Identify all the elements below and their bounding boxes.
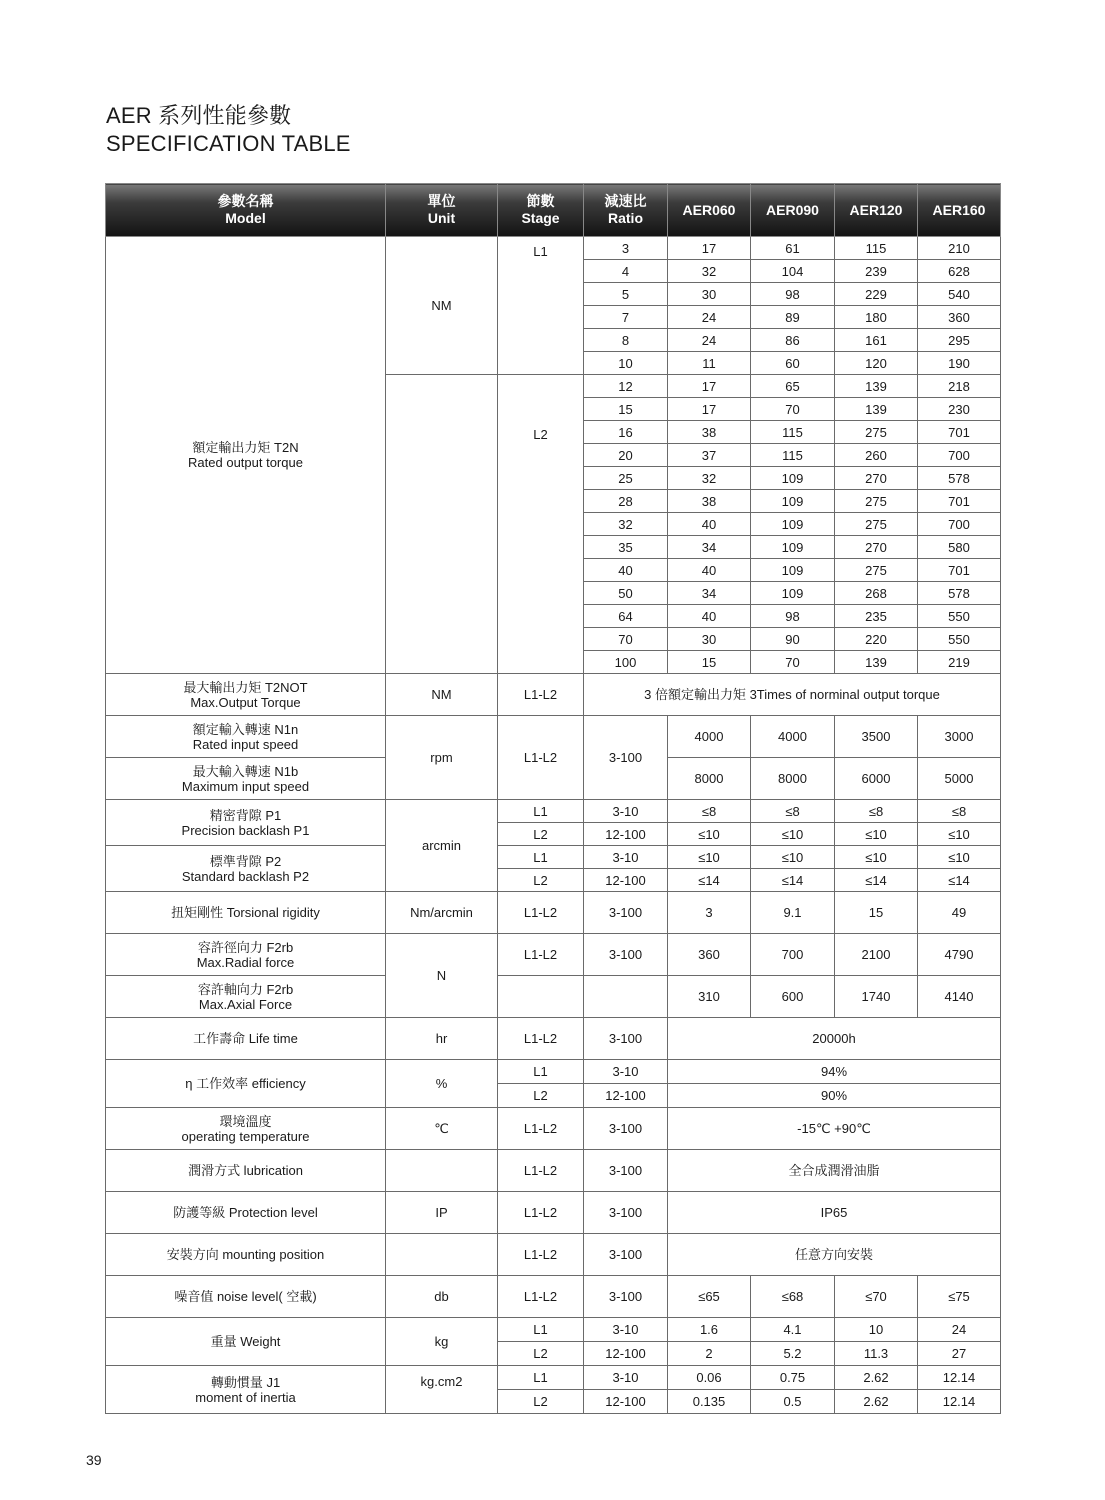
- inertia-unit: kg.cm2: [386, 1366, 498, 1414]
- precision-backlash-name: 精密背隙 P1 Precision backlash P1: [106, 800, 386, 846]
- stage-cell: L2: [498, 823, 584, 846]
- value-cell: 109: [751, 536, 835, 559]
- mounting-row: [106, 1234, 1001, 1276]
- value-cell: ≤8: [751, 800, 835, 823]
- page-title: [106, 102, 351, 158]
- value-cell: 115: [751, 444, 835, 467]
- noise-unit: db: [386, 1276, 498, 1318]
- temperature-row: [106, 1108, 1001, 1150]
- value-cell: 70: [751, 398, 835, 421]
- value-cell: 180: [835, 306, 918, 329]
- value-cell: 11: [668, 352, 751, 375]
- efficiency-value: 94%: [668, 1060, 1001, 1084]
- force-stage: L1-L2: [498, 934, 584, 976]
- value-cell: 230: [918, 398, 1001, 421]
- value-cell: 37: [668, 444, 751, 467]
- rated-torque-stage-l2: L2: [498, 375, 584, 674]
- ratio-cell: 3-10: [584, 800, 668, 823]
- value-cell: ≤10: [751, 823, 835, 846]
- value-cell: 24: [668, 306, 751, 329]
- value-cell: 550: [918, 628, 1001, 651]
- rated-speed-name: 額定輸入轉速 N1n Rated input speed: [106, 716, 386, 758]
- value-cell: 628: [918, 260, 1001, 283]
- ratio-cell: 100: [584, 651, 668, 674]
- value-cell: ≤10: [835, 846, 918, 869]
- value-cell: ≤14: [918, 869, 1001, 892]
- title-chinese: AER 系列性能參數: [106, 103, 292, 128]
- rated-torque-stage-l1: L1: [498, 237, 584, 375]
- value-cell: 109: [751, 582, 835, 605]
- mounting-value: 任意方向安裝: [668, 1234, 1001, 1276]
- value-cell: 2: [668, 1342, 751, 1366]
- noise-ratio: 3-100: [584, 1276, 668, 1318]
- rigidity-unit: Nm/arcmin: [386, 892, 498, 934]
- stage-cell: L1: [498, 1318, 584, 1342]
- backlash-row: [106, 800, 1001, 823]
- ratio-cell: 4: [584, 260, 668, 283]
- value-cell: 24: [918, 1318, 1001, 1342]
- value-cell: 0.75: [751, 1366, 835, 1390]
- value-cell: 1.6: [668, 1318, 751, 1342]
- inertia-row: [106, 1366, 1001, 1390]
- stage-cell: L2: [498, 869, 584, 892]
- stage-cell: L1: [498, 1060, 584, 1084]
- force-ratio: 3-100: [584, 934, 668, 976]
- value-cell: 700: [751, 934, 835, 976]
- value-cell: 5.2: [751, 1342, 835, 1366]
- value-cell: 4000: [751, 716, 835, 758]
- force-stage-continued: [498, 976, 584, 1018]
- value-cell: ≤14: [751, 869, 835, 892]
- value-cell: 220: [835, 628, 918, 651]
- value-cell: 0.06: [668, 1366, 751, 1390]
- rated-speed-row: [106, 716, 1001, 758]
- value-cell: 268: [835, 582, 918, 605]
- value-cell: 6000: [835, 758, 918, 800]
- max-torque-value: 3 倍額定輸出力矩 3Times of norminal output torque: [584, 674, 1001, 716]
- value-cell: 90: [751, 628, 835, 651]
- ratio-cell: 35: [584, 536, 668, 559]
- ratio-cell: 32: [584, 513, 668, 536]
- protection-value: IP65: [668, 1192, 1001, 1234]
- temperature-stage: L1-L2: [498, 1108, 584, 1150]
- spec-table-body: [106, 237, 1001, 1414]
- ratio-cell: 28: [584, 490, 668, 513]
- value-cell: 49: [918, 892, 1001, 934]
- rigidity-stage: L1-L2: [498, 892, 584, 934]
- value-cell: 98: [751, 283, 835, 306]
- weight-name: 重量 Weight: [106, 1318, 386, 1366]
- backlash-row: [106, 846, 1001, 869]
- value-cell: ≤10: [668, 846, 751, 869]
- header-stage: 節數 Stage: [498, 184, 584, 237]
- value-cell: 235: [835, 605, 918, 628]
- value-cell: 11.3: [835, 1342, 918, 1366]
- value-cell: 30: [668, 283, 751, 306]
- value-cell: 550: [918, 605, 1001, 628]
- noise-stage: L1-L2: [498, 1276, 584, 1318]
- header-model: 參數名稱 Model: [106, 184, 386, 237]
- value-cell: ≤8: [835, 800, 918, 823]
- value-cell: 139: [835, 398, 918, 421]
- value-cell: 1740: [835, 976, 918, 1018]
- header-model-aer090: AER090: [751, 184, 835, 237]
- header-unit: 單位 Unit: [386, 184, 498, 237]
- value-cell: 4.1: [751, 1318, 835, 1342]
- value-cell: 86: [751, 329, 835, 352]
- mounting-stage: L1-L2: [498, 1234, 584, 1276]
- axial-force-name: 容許軸向力 F2rb Max.Axial Force: [106, 976, 386, 1018]
- value-cell: 40: [668, 559, 751, 582]
- value-cell: ≤10: [918, 823, 1001, 846]
- value-cell: 9.1: [751, 892, 835, 934]
- max-torque-row: [106, 674, 1001, 716]
- value-cell: 27: [918, 1342, 1001, 1366]
- ratio-cell: 5: [584, 283, 668, 306]
- value-cell: 15: [668, 651, 751, 674]
- value-cell: ≤10: [751, 846, 835, 869]
- weight-unit: kg: [386, 1318, 498, 1366]
- lubrication-row: [106, 1150, 1001, 1192]
- force-ratio-continued: [584, 976, 668, 1018]
- value-cell: ≤10: [918, 846, 1001, 869]
- lubrication-ratio: 3-100: [584, 1150, 668, 1192]
- stage-cell: L1: [498, 800, 584, 823]
- ratio-cell: 25: [584, 467, 668, 490]
- value-cell: ≤14: [835, 869, 918, 892]
- protection-name: 防護等級 Protection level: [106, 1192, 386, 1234]
- value-cell: 360: [918, 306, 1001, 329]
- value-cell: 2.62: [835, 1390, 918, 1414]
- value-cell: 295: [918, 329, 1001, 352]
- radial-force-name: 容許徑向力 F2rb Max.Radial force: [106, 934, 386, 976]
- rated-torque-unit: NM: [386, 237, 498, 375]
- lubrication-unit: [386, 1150, 498, 1192]
- rigidity-ratio: 3-100: [584, 892, 668, 934]
- ratio-cell: 3-10: [584, 1318, 668, 1342]
- value-cell: 4140: [918, 976, 1001, 1018]
- value-cell: 701: [918, 559, 1001, 582]
- value-cell: ≤14: [668, 869, 751, 892]
- value-cell: 40: [668, 605, 751, 628]
- ratio-cell: 12-100: [584, 1342, 668, 1366]
- max-torque-unit: NM: [386, 674, 498, 716]
- value-cell: 3500: [835, 716, 918, 758]
- value-cell: 218: [918, 375, 1001, 398]
- efficiency-name: η 工作效率 efficiency: [106, 1060, 386, 1108]
- value-cell: 0.5: [751, 1390, 835, 1414]
- value-cell: 210: [918, 237, 1001, 260]
- value-cell: 34: [668, 582, 751, 605]
- ratio-cell: 12-100: [584, 1390, 668, 1414]
- value-cell: 38: [668, 421, 751, 444]
- inertia-name: 轉動慣量 J1 moment of inertia: [106, 1366, 386, 1414]
- value-cell: 60: [751, 352, 835, 375]
- value-cell: 2.62: [835, 1366, 918, 1390]
- ratio-cell: 20: [584, 444, 668, 467]
- header-model-aer060: AER060: [668, 184, 751, 237]
- value-cell: ≤8: [668, 800, 751, 823]
- speed-ratio: 3-100: [584, 716, 668, 800]
- spec-table: [105, 183, 1001, 1414]
- protection-row: [106, 1192, 1001, 1234]
- value-cell: 70: [751, 651, 835, 674]
- force-unit: N: [386, 934, 498, 1018]
- value-cell: 24: [668, 329, 751, 352]
- life-name: 工作壽命 Life time: [106, 1018, 386, 1060]
- value-cell: 61: [751, 237, 835, 260]
- temperature-value: -15℃ +90℃: [668, 1108, 1001, 1150]
- value-cell: 12.14: [918, 1390, 1001, 1414]
- value-cell: 0.135: [668, 1390, 751, 1414]
- noise-name: 噪音值 noise level( 空載): [106, 1276, 386, 1318]
- value-cell: 40: [668, 513, 751, 536]
- value-cell: 600: [751, 976, 835, 1018]
- value-cell: 104: [751, 260, 835, 283]
- weight-row: [106, 1318, 1001, 1342]
- value-cell: 32: [668, 467, 751, 490]
- value-cell: 275: [835, 490, 918, 513]
- ratio-cell: 12-100: [584, 869, 668, 892]
- value-cell: 139: [835, 375, 918, 398]
- value-cell: 701: [918, 421, 1001, 444]
- max-torque-name: 最大輸出力矩 T2NOT Max.Output Torque: [106, 674, 386, 716]
- value-cell: 3: [668, 892, 751, 934]
- value-cell: ≤8: [918, 800, 1001, 823]
- rigidity-name: 扭矩剛性 Torsional rigidity: [106, 892, 386, 934]
- max-speed-name: 最大輸入轉速 N1b Maximum input speed: [106, 758, 386, 800]
- stage-cell: L2: [498, 1390, 584, 1414]
- page-number: 39: [86, 1452, 102, 1468]
- value-cell: 701: [918, 490, 1001, 513]
- axial-force-row: [106, 976, 1001, 1018]
- rigidity-row: [106, 892, 1001, 934]
- value-cell: 12.14: [918, 1366, 1001, 1390]
- header-ratio: 減速比 Ratio: [584, 184, 668, 237]
- temperature-unit: ℃: [386, 1108, 498, 1150]
- value-cell: 700: [918, 444, 1001, 467]
- value-cell: 120: [835, 352, 918, 375]
- value-cell: ≤65: [668, 1276, 751, 1318]
- value-cell: 10: [835, 1318, 918, 1342]
- ratio-cell: 50: [584, 582, 668, 605]
- max-torque-stage: L1-L2: [498, 674, 584, 716]
- ratio-cell: 3-10: [584, 1060, 668, 1084]
- value-cell: 115: [751, 421, 835, 444]
- value-cell: 239: [835, 260, 918, 283]
- ratio-cell: 64: [584, 605, 668, 628]
- value-cell: 109: [751, 467, 835, 490]
- value-cell: 30: [668, 628, 751, 651]
- value-cell: 275: [835, 421, 918, 444]
- value-cell: 65: [751, 375, 835, 398]
- ratio-cell: 70: [584, 628, 668, 651]
- ratio-cell: 3: [584, 237, 668, 260]
- mounting-ratio: 3-100: [584, 1234, 668, 1276]
- life-row: [106, 1018, 1001, 1060]
- ratio-cell: 16: [584, 421, 668, 444]
- stage-cell: L2: [498, 1084, 584, 1108]
- value-cell: ≤10: [668, 823, 751, 846]
- lubrication-name: 潤滑方式 lubrication: [106, 1150, 386, 1192]
- value-cell: 98: [751, 605, 835, 628]
- value-cell: 161: [835, 329, 918, 352]
- mounting-name: 安裝方向 mounting position: [106, 1234, 386, 1276]
- standard-backlash-name: 標準背隙 P2 Standard backlash P2: [106, 846, 386, 892]
- title-english: SPECIFICATION TABLE: [106, 131, 351, 156]
- value-cell: 275: [835, 513, 918, 536]
- life-ratio: 3-100: [584, 1018, 668, 1060]
- value-cell: 3000: [918, 716, 1001, 758]
- value-cell: 8000: [751, 758, 835, 800]
- value-cell: 5000: [918, 758, 1001, 800]
- header-model-aer160: AER160: [918, 184, 1001, 237]
- stage-cell: L1: [498, 846, 584, 869]
- protection-stage: L1-L2: [498, 1192, 584, 1234]
- value-cell: 190: [918, 352, 1001, 375]
- mounting-unit: [386, 1234, 498, 1276]
- lubrication-value: 全合成潤滑油脂: [668, 1150, 1001, 1192]
- ratio-cell: 8: [584, 329, 668, 352]
- value-cell: ≤10: [835, 823, 918, 846]
- value-cell: 109: [751, 490, 835, 513]
- value-cell: 229: [835, 283, 918, 306]
- value-cell: 540: [918, 283, 1001, 306]
- ratio-cell: 12-100: [584, 1084, 668, 1108]
- efficiency-unit: %: [386, 1060, 498, 1108]
- value-cell: 270: [835, 467, 918, 490]
- header-model-aer120: AER120: [835, 184, 918, 237]
- value-cell: 219: [918, 651, 1001, 674]
- value-cell: 310: [668, 976, 751, 1018]
- stage-cell: L1: [498, 1366, 584, 1390]
- rated-torque-unit-continued: [386, 375, 498, 674]
- noise-row: [106, 1276, 1001, 1318]
- value-cell: 139: [835, 651, 918, 674]
- value-cell: ≤70: [835, 1276, 918, 1318]
- ratio-cell: 40: [584, 559, 668, 582]
- ratio-cell: 7: [584, 306, 668, 329]
- value-cell: 260: [835, 444, 918, 467]
- value-cell: 578: [918, 582, 1001, 605]
- protection-ratio: 3-100: [584, 1192, 668, 1234]
- value-cell: 700: [918, 513, 1001, 536]
- value-cell: 275: [835, 559, 918, 582]
- backlash-unit: arcmin: [386, 800, 498, 892]
- value-cell: 360: [668, 934, 751, 976]
- value-cell: 109: [751, 559, 835, 582]
- value-cell: 109: [751, 513, 835, 536]
- table-row: [106, 237, 1001, 260]
- protection-unit: IP: [386, 1192, 498, 1234]
- life-value: 20000h: [668, 1018, 1001, 1060]
- value-cell: ≤68: [751, 1276, 835, 1318]
- value-cell: 115: [835, 237, 918, 260]
- life-stage: L1-L2: [498, 1018, 584, 1060]
- value-cell: 2100: [835, 934, 918, 976]
- ratio-cell: 10: [584, 352, 668, 375]
- value-cell: 17: [668, 398, 751, 421]
- value-cell: 34: [668, 536, 751, 559]
- speed-unit: rpm: [386, 716, 498, 800]
- ratio-cell: 15: [584, 398, 668, 421]
- life-unit: hr: [386, 1018, 498, 1060]
- temperature-ratio: 3-100: [584, 1108, 668, 1150]
- radial-force-row: [106, 934, 1001, 976]
- efficiency-value: 90%: [668, 1084, 1001, 1108]
- value-cell: 580: [918, 536, 1001, 559]
- stage-cell: L2: [498, 1342, 584, 1366]
- lubrication-stage: L1-L2: [498, 1150, 584, 1192]
- header-row: [106, 184, 1001, 237]
- value-cell: 8000: [668, 758, 751, 800]
- value-cell: 578: [918, 467, 1001, 490]
- temperature-name: 環境溫度 operating temperature: [106, 1108, 386, 1150]
- ratio-cell: 12-100: [584, 823, 668, 846]
- value-cell: 15: [835, 892, 918, 934]
- ratio-cell: 3-10: [584, 1366, 668, 1390]
- value-cell: 17: [668, 375, 751, 398]
- value-cell: 89: [751, 306, 835, 329]
- value-cell: 4000: [668, 716, 751, 758]
- value-cell: 4790: [918, 934, 1001, 976]
- efficiency-row: [106, 1060, 1001, 1084]
- value-cell: ≤75: [918, 1276, 1001, 1318]
- value-cell: 17: [668, 237, 751, 260]
- value-cell: 38: [668, 490, 751, 513]
- ratio-cell: 12: [584, 375, 668, 398]
- value-cell: 32: [668, 260, 751, 283]
- speed-stage: L1-L2: [498, 716, 584, 800]
- ratio-cell: 3-10: [584, 846, 668, 869]
- value-cell: 270: [835, 536, 918, 559]
- rated-torque-name: 額定輸出力矩 T2N Rated output torque: [106, 237, 386, 674]
